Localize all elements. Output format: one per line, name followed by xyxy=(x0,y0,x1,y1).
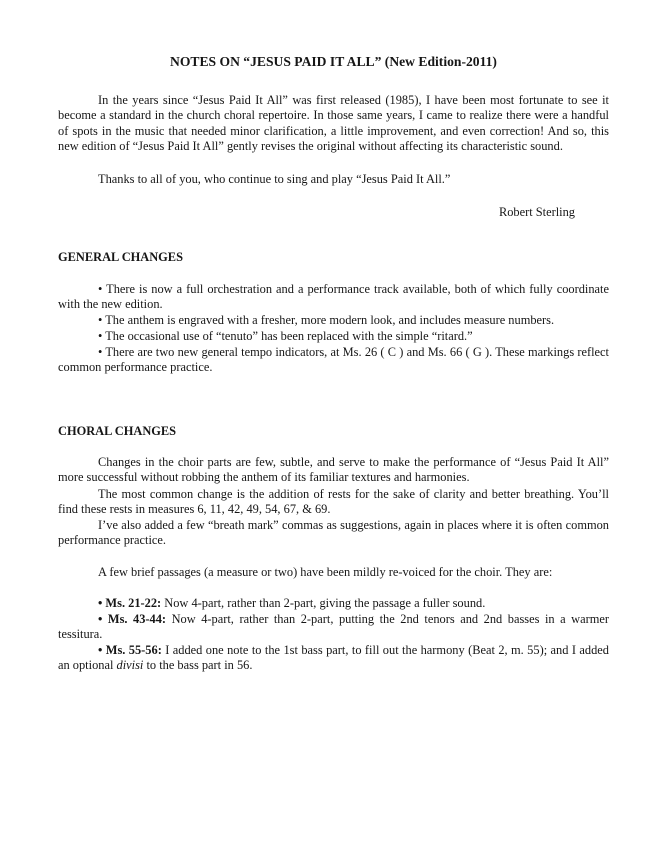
revoice-item-1 xyxy=(58,596,609,611)
choral-changes-heading: CHORAL CHANGES xyxy=(58,424,177,438)
revoice-item-3 xyxy=(58,643,609,674)
revoice-item-3-tail: to the bass part in 56. xyxy=(143,658,253,673)
general-item-3: • The occasional use of “tenuto” has been replaced with the simple “ritard.” xyxy=(98,329,473,343)
document-title: NOTES ON “JESUS PAID IT ALL” (New Edition-2011) xyxy=(170,54,497,69)
general-item-2: • The anthem is engraved with a fresher, more modern look, and includes measure numbers. xyxy=(98,313,555,327)
general-item-4: • There are two new general tempo indicators, at Ms. 26 ( C ) and Ms. 66 ( G ). These markings reflect common performance practice. xyxy=(58,345,609,375)
divisi-term: divisi xyxy=(116,658,144,673)
revoice-item-3-text: I added one note to the 1st bass part, to fill out the harmony (Beat 2, m. 55); and I added an optional xyxy=(58,643,609,673)
intro-paragraph-1: In the years since “Jesus Paid It All” was first released (1985), I have been most fortunate to see it become a standard in the church choral repertoire. In those same years, I came to realize there were a handful of spots in the music that needed minor clarification, a little improvement, and even correction! And so, this new edition of “Jesus Paid It All” gently revises the original without affecting its characteristic sound. xyxy=(58,93,609,153)
signature: Robert Sterling xyxy=(498,205,575,219)
revoice-item-1-text: Now 4-part, rather than 2-part, giving the passage a fuller sound. xyxy=(161,596,486,610)
intro-paragraph-2: Thanks to all of you, who continue to sing and play “Jesus Paid It All.” xyxy=(98,172,451,186)
choral-paragraph-4: A few brief passages (a measure or two) have been mildly re-voiced for the choir. They are: xyxy=(98,565,553,579)
choral-paragraph-2: The most common change is the addition of rests for the sake of clarity and better breathing. You’ll find these rests in measures 6, 11, 42, 49, 54, 67, & 69. xyxy=(58,487,609,517)
revoice-item-2-text: Now 4-part, rather than 2-part, putting the 2nd tenors and 2nd basses in a warmer tessitura. xyxy=(58,612,609,642)
revoice-item-3-label: • Ms. 55-56: xyxy=(98,643,162,657)
general-item-1: • There is now a full orchestration and a performance track available, both of which fully coordinate with the new edition. xyxy=(58,282,609,312)
choral-paragraph-3: I’ve also added a few “breath mark” commas as suggestions, again in places where it is often common performance practice. xyxy=(58,518,609,548)
general-changes-heading: GENERAL CHANGES xyxy=(58,250,183,264)
revoice-item-1-label: • Ms. 21-22: xyxy=(98,596,162,610)
revoice-item-2-label: • Ms. 43-44: xyxy=(98,612,167,626)
choral-paragraph-1: Changes in the choir parts are few, subtle, and serve to make the performance of “Jesus Paid It All” more successful without robbing the anthem of its familiar textures and harmonies. xyxy=(58,455,609,485)
revoice-item-2 xyxy=(58,612,609,643)
